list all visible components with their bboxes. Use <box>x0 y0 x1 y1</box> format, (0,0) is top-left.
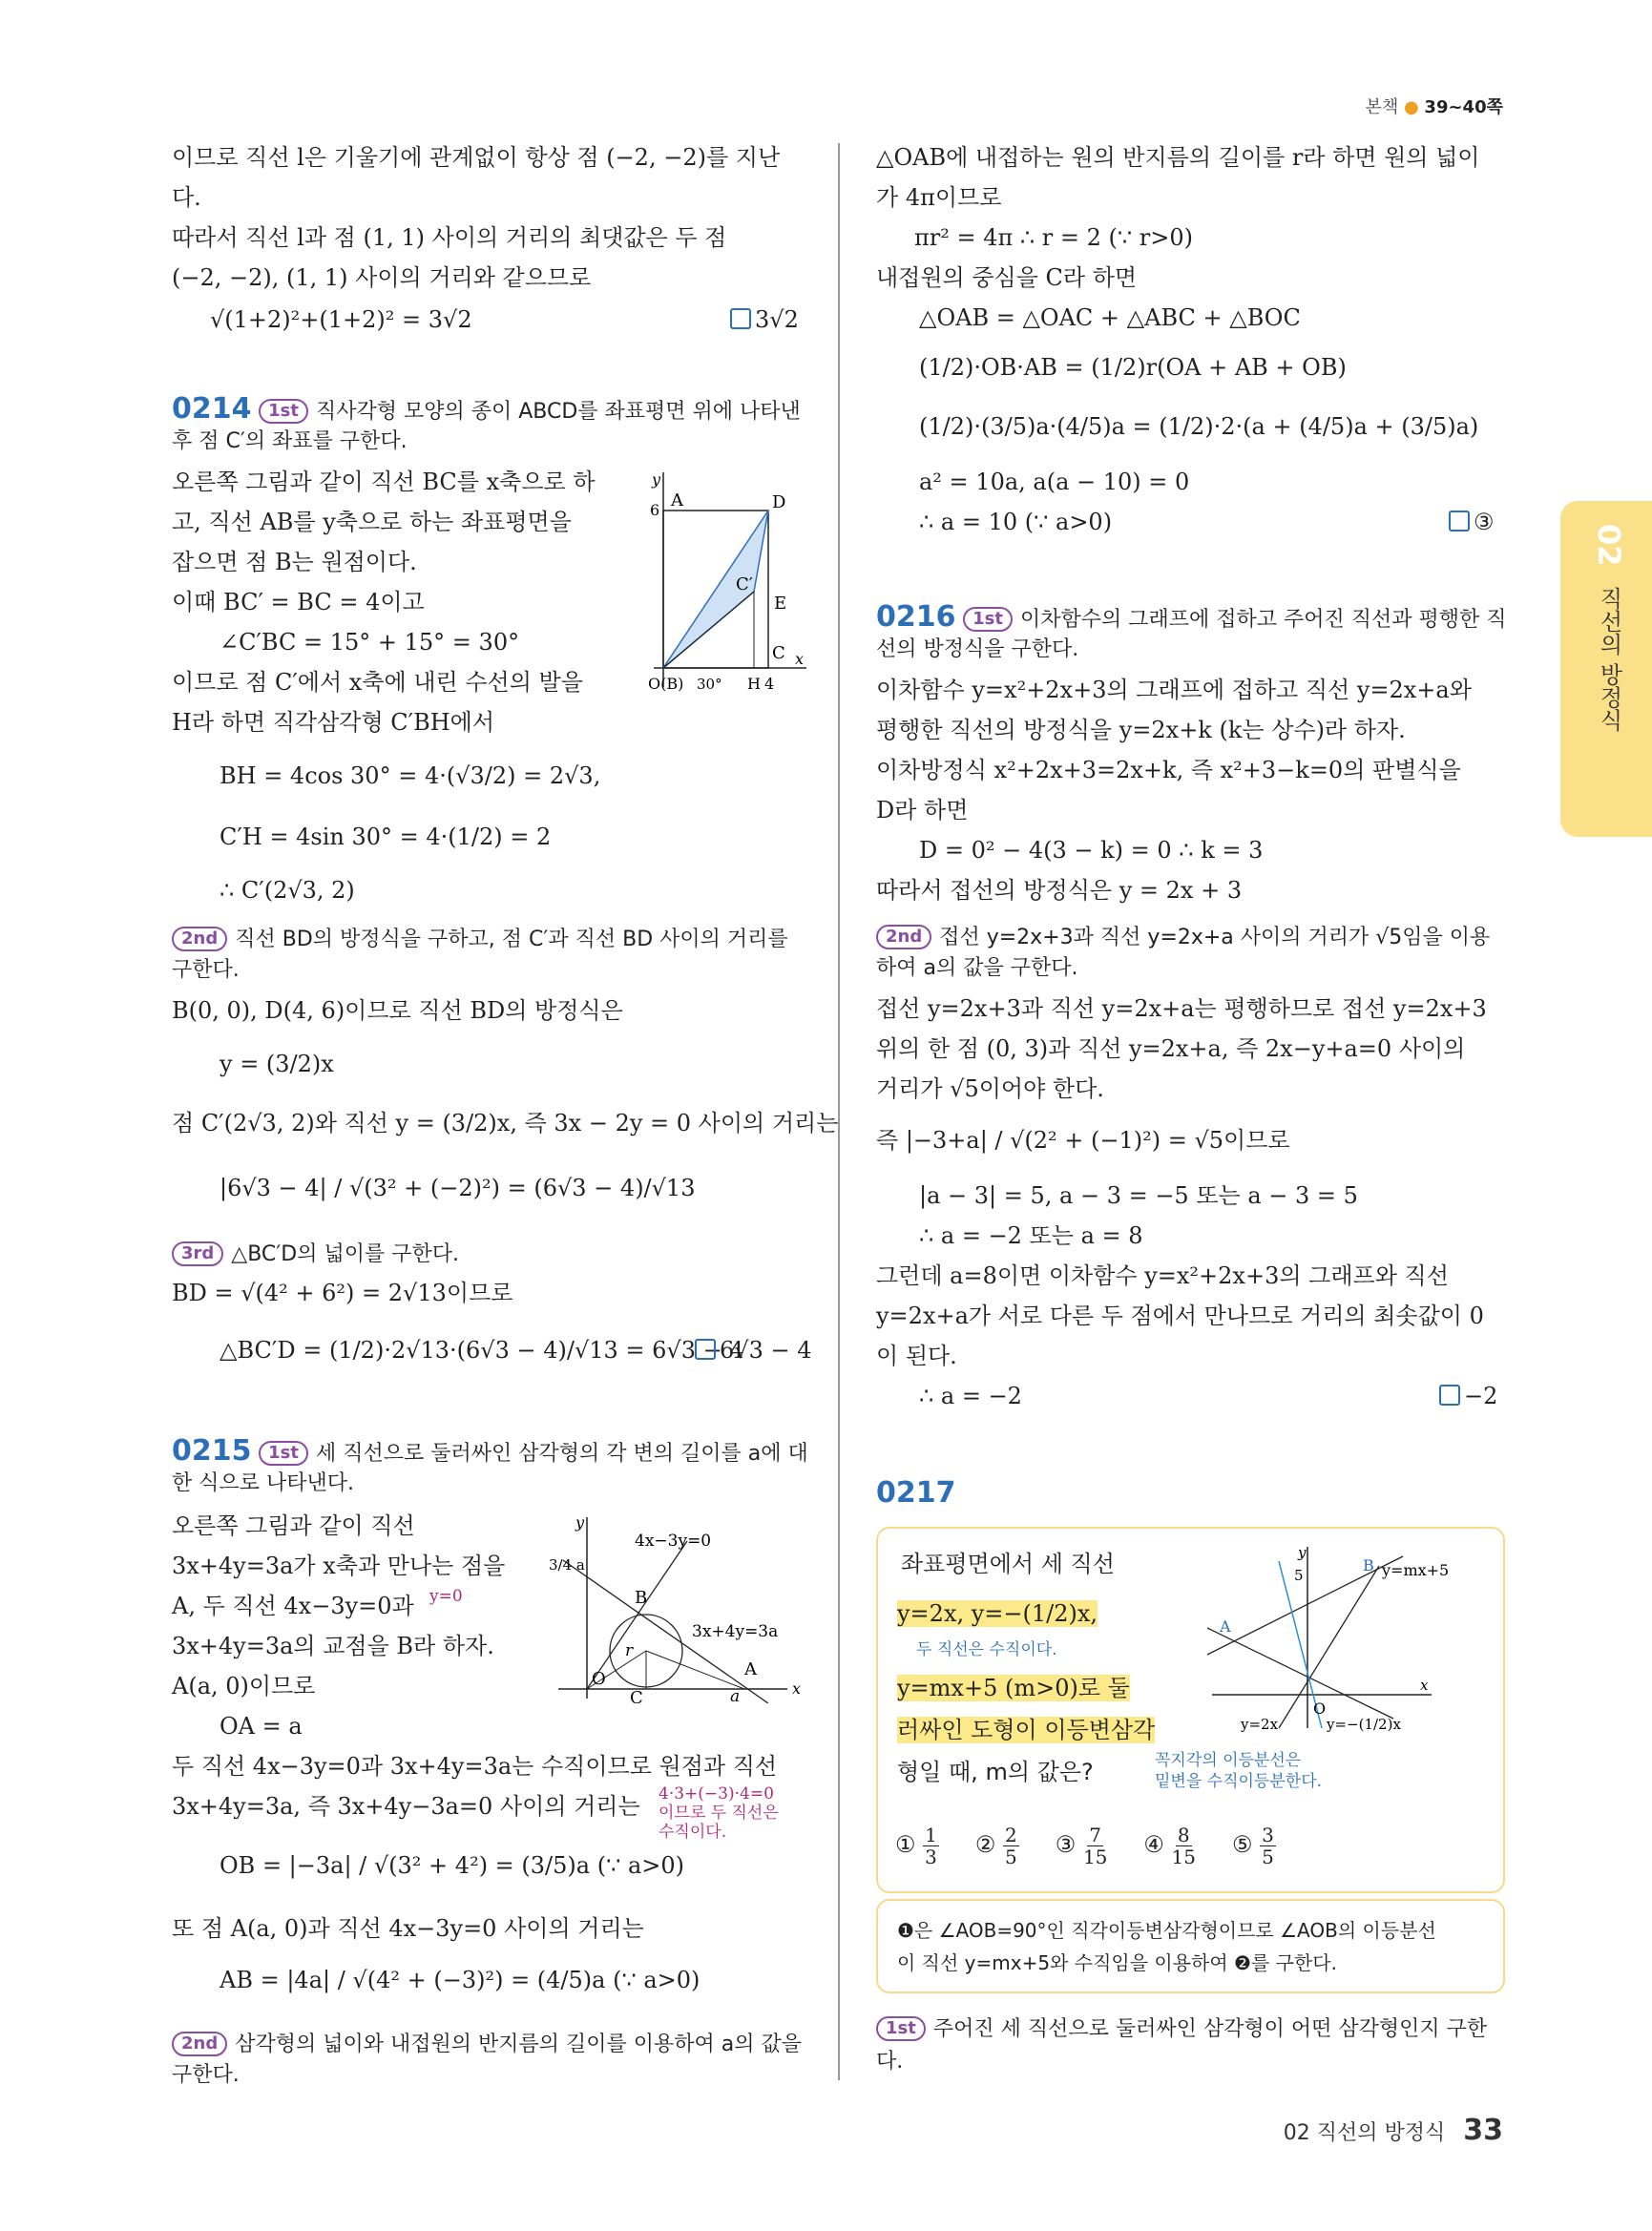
text-line: 평행한 직선의 방정식을 y=2x+k (k는 상수)라 하자. <box>876 717 1406 743</box>
answer-icon <box>1439 1385 1460 1406</box>
step-badge: 2nd <box>172 2032 227 2056</box>
page-number: 33 <box>1463 2114 1503 2147</box>
text-line: 3x+4y=3a의 교점을 B라 하자. <box>172 1633 494 1659</box>
label-B: B <box>635 1588 648 1608</box>
label-C: C <box>630 1688 643 1703</box>
bullet-icon: ● <box>1403 97 1419 117</box>
choice-option[interactable]: ③ $\frac{7}{15}$ <box>1055 1824 1108 1868</box>
step-title: 이차함수의 그래프에 접하고 주어진 직선과 평행한 직 <box>1019 608 1507 632</box>
label-angle: 30° <box>697 676 722 692</box>
label-H: H <box>747 675 761 692</box>
equation: △BC′D = (1/2)·2√13·(6√3 − 4)/√13 = 6√3 − 4 <box>220 1337 744 1364</box>
equation: C′H = 4sin 30° = 4·(1/2) = 2 <box>220 824 552 850</box>
step-heading <box>876 2013 1487 2044</box>
text-line: 따라서 접선의 방정식은 y = 2x + 3 <box>876 877 1243 904</box>
step-badge: 1st <box>259 1441 308 1466</box>
answer <box>695 1336 811 1365</box>
text-line: 거리가 √5이어야 한다. <box>876 1075 1104 1102</box>
equation: D = 0² − 4(3 − k) = 0 ∴ k = 3 <box>919 837 1264 864</box>
side-note: y=0 <box>429 1587 463 1606</box>
label-Cprime: C′ <box>736 574 753 594</box>
text-line: △OAB에 내접하는 원의 반지름의 길이를 r라 하면 원의 넓이 <box>876 144 1480 171</box>
text-line: 따라서 직선 l과 점 (1, 1) 사이의 거리의 최댓값은 두 점 <box>172 224 727 251</box>
equation: (1/2)·(3/5)a·(4/5)a = (1/2)·2·(a + (4/5)a + (3/5)a) <box>919 413 1479 440</box>
header-pages: 39~40쪽 <box>1424 97 1503 117</box>
equation: √(1+2)²+(1+2)² = 3√2 <box>210 306 472 333</box>
step-title: 직사각형 모양의 종이 ABCD를 좌표평면 위에 나타낸 <box>315 400 801 424</box>
label-eq-m: y=mx+5 <box>1382 1561 1450 1579</box>
label-A: A <box>744 1659 757 1679</box>
problem-heading <box>876 1476 956 1510</box>
choices <box>895 1824 1276 1867</box>
step-heading <box>172 2029 802 2059</box>
question-text: 좌표평면에서 세 직선 <box>901 1551 1115 1577</box>
step-badge: 1st <box>963 607 1013 632</box>
label-x: x <box>1420 1677 1429 1694</box>
step-badge: 2nd <box>876 925 931 949</box>
step-badge: 3rd <box>172 1241 223 1266</box>
segment-ca <box>646 1651 744 1689</box>
annotation: 꼭지각의 이등분선은 <box>1155 1751 1302 1770</box>
hint-box <box>876 1899 1505 1993</box>
step-heading <box>876 922 1490 952</box>
side-note: 수직이다. <box>659 1823 727 1842</box>
label-B: B <box>1363 1556 1374 1574</box>
text-line: 점 C′(2√3, 2)와 직선 y = (3/2)x, 즉 3x − 2y = 0 사이의 거리는 <box>172 1110 839 1136</box>
equation: OA = a <box>220 1713 303 1740</box>
step-title: 하여 a의 값을 구한다. <box>876 956 1078 980</box>
label-eq1: 4x−3y=0 <box>635 1532 712 1551</box>
equation: ∴ a = −2 <box>919 1383 1022 1409</box>
answer-icon <box>695 1339 716 1360</box>
text-line: (−2, −2), (1, 1) 사이의 거리와 같으므로 <box>172 264 592 291</box>
equation: △OAB = △OAC + △ABC + △BOC <box>919 304 1301 331</box>
text-line: D라 하면 <box>876 797 969 824</box>
answer-icon <box>730 308 751 329</box>
label-ya: 3/4 a <box>549 1556 585 1574</box>
annotation: 두 직선은 수직이다. <box>916 1640 1057 1659</box>
label-A: A <box>671 490 683 511</box>
choice-option[interactable]: ④ $\frac{8}{15}$ <box>1143 1824 1196 1868</box>
choice-option[interactable]: ⑤ $\frac{3}{5}$ <box>1232 1824 1274 1868</box>
step-title: 선의 방정식을 구한다. <box>876 637 1079 661</box>
step-title: 삼각형의 넓이와 내접원의 반지름의 길이를 이용하여 a의 값을 <box>235 2033 802 2056</box>
step-title: 직선 BD의 방정식을 구하고, 점 C′과 직선 BD 사이의 거리를 <box>235 928 788 951</box>
hint-text: 이 직선 y=mx+5와 수직임을 이용하여 ❷를 구한다. <box>897 1951 1337 1974</box>
equation: ∴ a = 10 (∵ a>0) <box>919 509 1113 535</box>
step-heading <box>172 1239 459 1269</box>
problem-box <box>876 1527 1505 1893</box>
step-title: 구한다. <box>172 958 240 982</box>
text-line: 이 된다. <box>876 1343 957 1369</box>
step-title: 세 직선으로 둘러싸인 삼각형의 각 변의 길이를 a에 대 <box>315 1442 808 1466</box>
header-book: 본책 <box>1365 97 1399 117</box>
text-line: 잡으면 점 B는 원점이다. <box>172 549 417 575</box>
equation: ∠C′BC = 15° + 15° = 30° <box>220 629 520 656</box>
question-text: 형일 때, m의 값은? <box>897 1759 1094 1785</box>
label-y: y <box>1298 1544 1307 1561</box>
text-line: B(0, 0), D(4, 6)이므로 직선 BD의 방정식은 <box>172 997 623 1024</box>
label-E: E <box>774 594 787 614</box>
equation: ∴ C′(2√3, 2) <box>220 877 355 904</box>
choice-option[interactable]: ② $\frac{2}{5}$ <box>974 1824 1017 1868</box>
line-half <box>1207 1628 1393 1719</box>
equation: a² = 10a, a(a − 10) = 0 <box>919 469 1190 495</box>
label-O: O <box>592 1669 606 1689</box>
label-y: y <box>652 470 661 489</box>
text-line: 내접원의 중심을 C라 하면 <box>876 264 1138 291</box>
label-5: 5 <box>1294 1567 1304 1584</box>
chapter-tab <box>1560 501 1652 837</box>
rectangle-figure <box>635 468 811 692</box>
problem-number: 0216 <box>876 600 956 634</box>
text-line: H라 하면 직각삼각형 C′BH에서 <box>172 709 495 736</box>
line-4x-3y <box>587 1541 687 1689</box>
equation: OB = |−3a| / √(3² + 4²) = (3/5)a (∵ a>0) <box>220 1852 685 1879</box>
step-badge: 2nd <box>172 927 227 951</box>
step-title: 한 식으로 나타낸다. <box>172 1471 354 1495</box>
label-O: O(B) <box>648 675 684 692</box>
answer-value: 3√2 <box>755 306 799 333</box>
text-line: 3x+4y=3a가 x축과 만나는 점을 <box>172 1553 506 1579</box>
step-title: 후 점 C′의 좌표를 구한다. <box>172 429 408 453</box>
equation: BH = 4cos 30° = 4·(√3/2) = 2√3, <box>220 762 601 789</box>
text-line: 3x+4y=3a, 즉 3x+4y−3a=0 사이의 거리는 <box>172 1793 640 1820</box>
text-line: 이차방정식 x²+2x+3=2x+k, 즉 x²+3−k=0의 판별식을 <box>876 757 1461 783</box>
question-eq <box>897 1599 1098 1628</box>
choice-option[interactable]: ① $\frac{1}{3}$ <box>895 1824 937 1868</box>
label-eq-2x: y=2x <box>1241 1716 1279 1733</box>
label-D: D <box>772 492 786 512</box>
footer-chapter: 02 직선의 방정식 <box>1283 2121 1446 2145</box>
answer <box>730 305 799 334</box>
text-line: 이므로 직선 l은 기울기에 관계없이 항상 점 (−2, −2)를 지난 <box>172 144 781 171</box>
step-badge: 1st <box>259 399 308 424</box>
text-line: BD = √(4² + 6²) = 2√13이므로 <box>172 1280 513 1306</box>
step-title: △BC′D의 넓이를 구한다. <box>231 1242 459 1266</box>
label-a: a <box>730 1687 741 1703</box>
label-x: x <box>795 650 805 668</box>
label-A: A <box>1220 1617 1231 1636</box>
step-badge: 1st <box>876 2016 926 2041</box>
equation: |6√3 − 4| / √(3² + (−2)²) = (6√3 − 4)/√13 <box>220 1175 696 1201</box>
equation: |a − 3| = 5, a − 3 = −5 또는 a − 3 = 5 <box>919 1182 1358 1209</box>
text-line: 또 점 A(a, 0)과 직선 4x−3y=0 사이의 거리는 <box>172 1915 644 1942</box>
lines-figure <box>1202 1542 1489 1733</box>
equation: 즉 |−3+a| / √(2² + (−1)²) = √5이므로 <box>876 1127 1290 1154</box>
step-title: 다. <box>876 2050 904 2074</box>
equation: y = (3/2)x <box>220 1051 334 1077</box>
highlight: 러싸인 도형이 이등변삼각 <box>897 1717 1156 1743</box>
text-line: A, 두 직선 4x−3y=0과 <box>172 1593 414 1619</box>
step-title: 접선 y=2x+3과 직선 y=2x+a 사이의 거리가 √5임을 이용 <box>939 926 1491 949</box>
text-line: 이므로 점 C′에서 x축에 내린 수선의 발을 <box>172 669 583 696</box>
label-r: r <box>625 1641 634 1660</box>
chapter-number: 02 <box>1591 524 1627 567</box>
hint-text: ❶은 ∠AOB=90°인 직각이등변삼각형이므로 ∠AOB의 이등분선 <box>897 1919 1436 1942</box>
answer <box>1449 508 1495 536</box>
label-C: C <box>772 643 785 663</box>
text-line: 가 4π이므로 <box>876 184 1002 211</box>
highlight: y=mx+5 (m>0)로 둘 <box>897 1675 1130 1701</box>
answer-value: −2 <box>1464 1383 1498 1409</box>
label-eq-half: y=−(1/2)x <box>1327 1716 1401 1733</box>
label-y: y <box>575 1513 585 1532</box>
label-O: O <box>1313 1699 1327 1718</box>
answer-value: 6√3 − 4 <box>720 1337 812 1364</box>
step-title: 주어진 세 직선으로 둘러싸인 삼각형이 어떤 삼각형인지 구한 <box>932 2017 1488 2041</box>
text-line: y=2x+a가 서로 다른 두 점에서 만나므로 거리의 최솟값이 0 <box>876 1303 1484 1329</box>
highlight: y=2x, y=−(1/2)x, <box>897 1600 1098 1627</box>
problem-number: 0215 <box>172 1434 252 1468</box>
answer-icon <box>1449 511 1470 532</box>
answer <box>1439 1382 1497 1410</box>
equation: ∴ a = −2 또는 a = 8 <box>919 1222 1143 1249</box>
text-line: 이때 BC′ = BC = 4이고 <box>172 589 425 615</box>
chapter-title: 직선의 방정식 <box>1596 587 1622 732</box>
text-line: 두 직선 4x−3y=0과 3x+4y=3a는 수직이므로 원점과 직선 <box>172 1753 778 1780</box>
text-line: 그런데 a=8이면 이차함수 y=x²+2x+3의 그래프와 직선 <box>876 1262 1449 1289</box>
page-footer <box>1284 2114 1503 2147</box>
label-4: 4 <box>764 675 775 692</box>
answer-value: ③ <box>1474 509 1495 535</box>
problem-number: 0217 <box>876 1476 956 1510</box>
equation: AB = |4a| / √(4² + (−3)²) = (4/5)a (∵ a>0) <box>220 1967 701 1993</box>
step-heading <box>172 924 788 954</box>
incircle-figure <box>549 1512 811 1703</box>
problem-number: 0214 <box>172 392 252 426</box>
label-6: 6 <box>650 501 660 519</box>
text-line: A(a, 0)이므로 <box>172 1673 316 1699</box>
page-header <box>1365 94 1503 118</box>
label-eq2: 3x+4y=3a <box>692 1622 779 1641</box>
question-eq <box>897 1674 1130 1702</box>
label-x: x <box>792 1679 802 1698</box>
text-line: 오른쪽 그림과 같이 직선 <box>172 1512 415 1539</box>
text-line: 위의 한 점 (0, 3)과 직선 y=2x+a, 즉 2x−y+a=0 사이의 <box>876 1035 1466 1062</box>
text-line: 다. <box>172 184 201 211</box>
problem-heading <box>172 392 801 427</box>
text-line: 오른쪽 그림과 같이 직선 BC를 x축으로 하 <box>172 469 596 495</box>
problem-heading <box>172 1434 808 1469</box>
equation: πr² = 4π ∴ r = 2 (∵ r>0) <box>914 224 1194 251</box>
problem-heading <box>876 600 1507 635</box>
side-note: 이므로 두 직선은 <box>659 1804 779 1823</box>
text-line: 접선 y=2x+3과 직선 y=2x+a는 평행하므로 접선 y=2x+3 <box>876 995 1487 1022</box>
question-text <box>897 1716 1155 1744</box>
equation: (1/2)·OB·AB = (1/2)r(OA + AB + OB) <box>919 354 1347 381</box>
text-line: 고, 직선 AB를 y축으로 하는 좌표평면을 <box>172 509 572 535</box>
side-note: 4·3+(−3)·4=0 <box>659 1784 774 1804</box>
step-title: 구한다. <box>172 2063 240 2087</box>
text-line: 이차함수 y=x²+2x+3의 그래프에 접하고 직선 y=2x+a와 <box>876 677 1472 703</box>
annotation: 밑변을 수직이등분한다. <box>1155 1772 1323 1791</box>
